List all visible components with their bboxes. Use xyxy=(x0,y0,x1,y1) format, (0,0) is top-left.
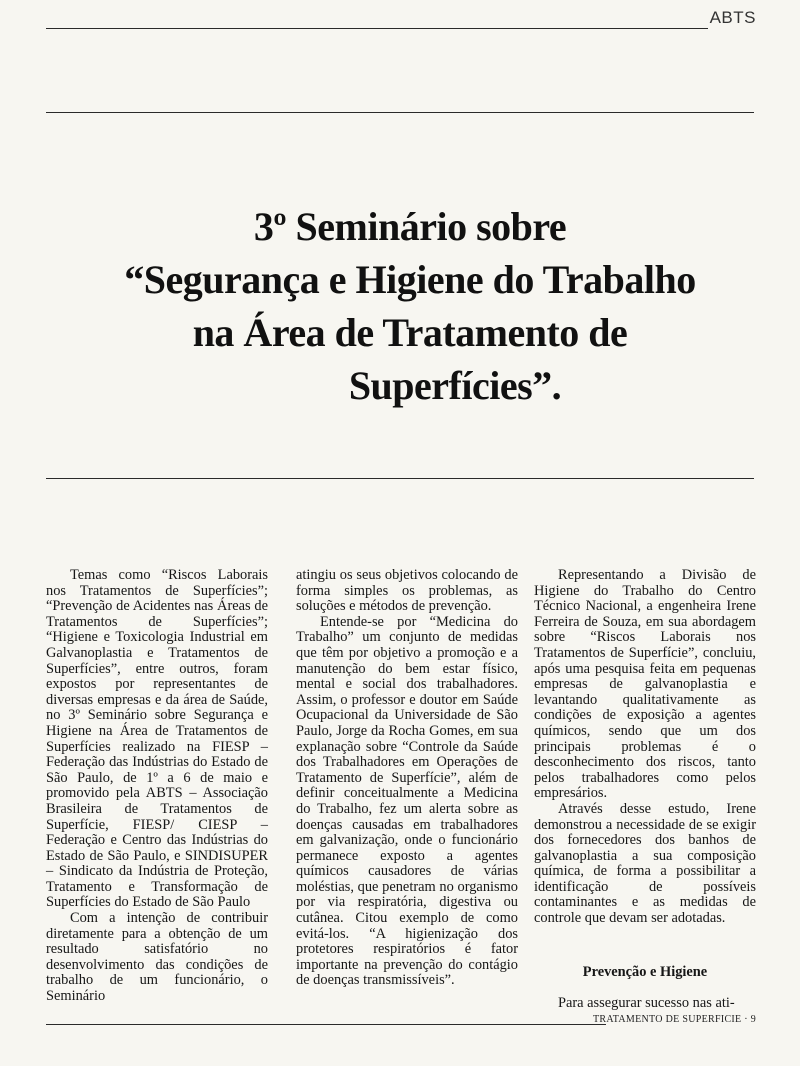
title-top-rule xyxy=(46,112,754,113)
title-line-2: “Segurança e Higiene do Trabalho xyxy=(124,257,696,302)
paragraph: Para assegurar sucesso nas ati- xyxy=(558,995,735,1012)
article-column-3 xyxy=(534,568,756,1012)
article-title xyxy=(40,200,780,412)
title-bottom-rule xyxy=(46,478,754,479)
paragraph: atingiu os seus objetivos colocando de forma simples os problemas, as soluções e métodos de prevenção. xyxy=(296,567,518,615)
paragraph: Representando a Divisão de Higiene do Trabalho do Centro Técnico Nacional, a engenheira Irene Ferreira de Souza, em sua abordagem sobre “Riscos Laborais nos Tratamentos de Superfície”, concluiu, após uma pesquisa feita em pequenas empresas de galvanoplastia e levantando qualitativamente as condições de exposição a agentes químicos, sendo que um dos principais problemas é o desconhecimento dos riscos, tanto pelos trabalhadores como pelos empresários. xyxy=(534,567,756,802)
section-subheading: Prevenção e Higiene xyxy=(582,963,708,980)
paragraph: Entende-se por “Medicina do Trabalho” um conjunto de medidas que têm por objetivo a promoção e a manutenção do bem estar físico, mental e social dos trabalhadores. Assim, o professor e doutor em Saúde Ocupacional da Universidade de São Paulo, Jorge da Rocha Gomes, em sua explanação sobre “Controle da Saúde dos Trabalhadores em Operações de Tratamento de Superfície”, além de definir conceitualmente a Medicina do Trabalho, fez um alerta sobre as doenças causadas em trabalhadores em galvanização, onde o funcionário permanece exposto a agentes químicos causadores de várias moléstias, que penetram no organismo por via respiratória, digestiva ou cutânea. Citou exemplo de como evitá-los. “A higienização dos protetores respiratórios é fator importante na prevenção do contágio de doenças transmissíveis”. xyxy=(296,613,518,989)
title-line-1: 3º Seminário sobre xyxy=(253,204,567,249)
paragraph: Temas como “Riscos Laborais nos Tratamentos de Superfícies”; “Prevenção de Acidentes nas Áreas de Tratamentos de Superfícies”; “Higiene e Toxicologia Industrial em Galvanoplastia e Tratamentos de Superfícies”, entre outros, foram expostos por representantes de diversas empresas e da área de Saúde, no 3º Seminário sobre Segurança e Higiene na Área de Tratamentos de Superfícies realizado na FIESP – Federação das Indústrias do Estado de São Paulo, de 1º a 6 de maio e promovido pela ABTS – Associação Brasileira de Tratamentos de Superfície, FIESP/ CIESP – Federação e Centro das Indústrias do Estado de São Paulo, e SINDISUPER – Sindicato da Indústria de Proteção, Tratamento e Transformação de Superfícies do Estado de São Paulo xyxy=(46,567,268,911)
article-column-1 xyxy=(46,568,268,1005)
page-folio: TRATAMENTO DE SUPERFICIE · 9 xyxy=(593,1014,756,1025)
title-line-4: Superfícies”. xyxy=(348,363,562,408)
title-line-3: na Área de Tratamento de xyxy=(192,310,628,355)
paragraph: Com a intenção de contribuir diretamente para a obtenção de um resultado satisfatório no desenvolvimento das condições de trabalho de um funcionário, o Seminário xyxy=(46,910,268,1005)
article-column-2 xyxy=(296,568,518,989)
header-rule xyxy=(46,28,708,29)
paragraph: Através desse estudo, Irene demonstrou a necessidade de se exigir dos fornecedores dos banhos de galvanoplastia a sua composição química, de forma a possibilitar a identificação de possíveis contaminantes e as medidas de controle que devam ser adotadas. xyxy=(534,800,756,927)
magazine-brand: ABTS xyxy=(709,8,756,27)
footer-rule xyxy=(46,1024,606,1025)
